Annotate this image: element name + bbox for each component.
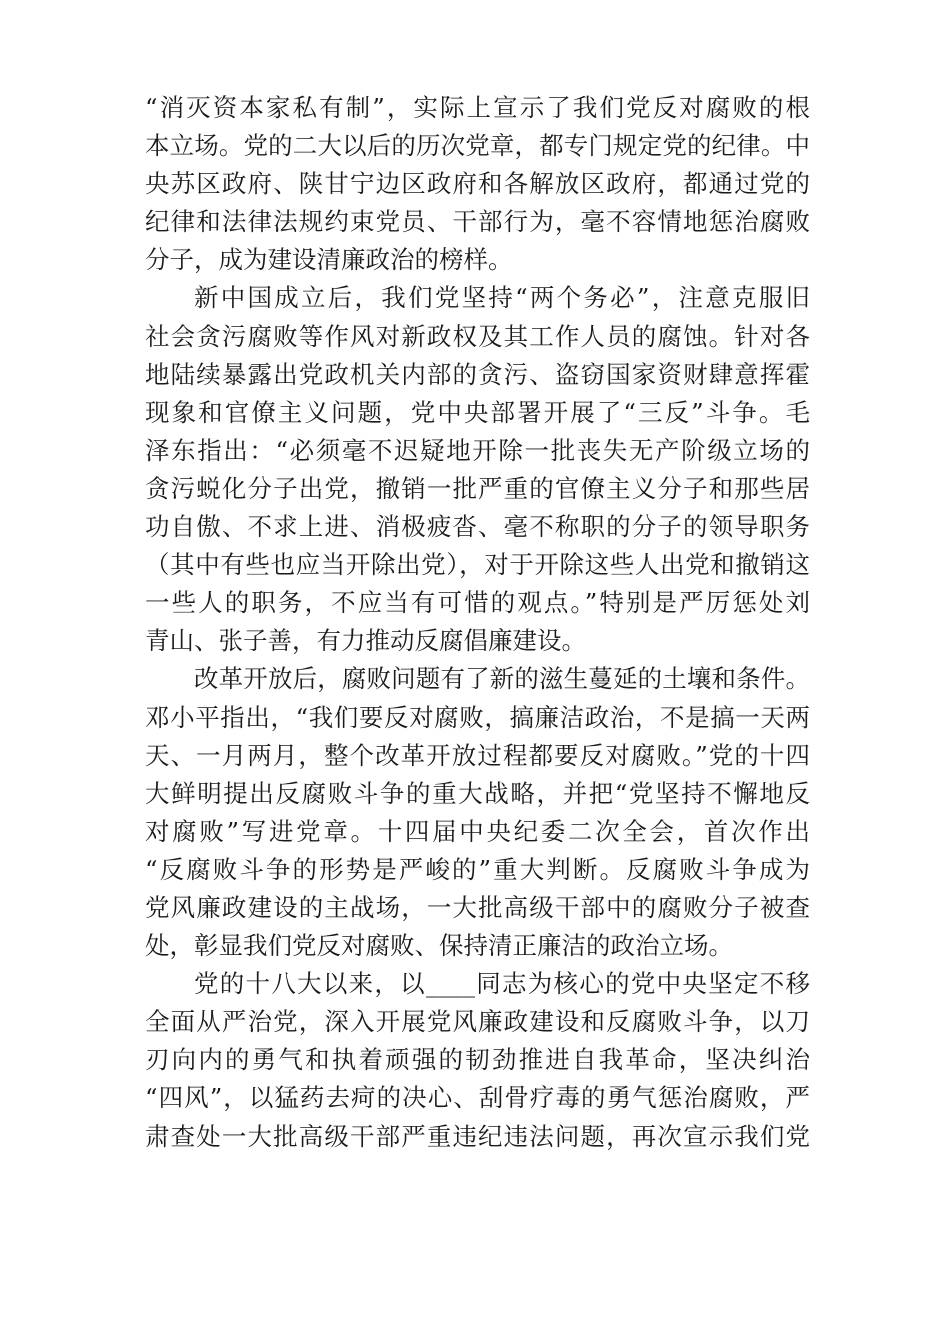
paragraph-line: 全面从严治党，深入开展党风廉政建设和反腐败斗争，以刀 xyxy=(145,1007,810,1037)
paragraph-line: 党风廉政建设的主战场，一大批高级干部中的腐败分子被查 xyxy=(145,892,810,922)
paragraph-line: 分子，成为建设清廉政治的榜样。 xyxy=(145,245,513,275)
paragraph-line: 肃查处一大批高级干部严重违纪违法问题，再次宣示我们党 xyxy=(145,1121,810,1151)
paragraph-line: 央苏区政府、陕甘宁边区政府和各解放区政府，都通过党的 xyxy=(145,169,810,199)
paragraph-line: 本立场。党的二大以后的历次党章，都专门规定党的纪律。中 xyxy=(145,131,810,161)
paragraph-line: 地陆续暴露出党政机关内部的贪污、盗窃国家资财肆意挥霍 xyxy=(145,359,810,389)
paragraph-line: 邓小平指出，“我们要反对腐败，搞廉洁政治，不是搞一天两 xyxy=(145,702,810,732)
paragraph-line: 处，彰显我们党反对腐败、保持清正廉洁的政治立场。 xyxy=(145,931,733,961)
paragraph-line: “消灭资本家私有制”，实际上宣示了我们党反对腐败的根 xyxy=(145,93,810,122)
paragraph-line: 对腐败”写进党章。十四届中央纪委二次全会，首次作出 xyxy=(145,816,810,846)
paragraph-line: （其中有些也应当开除出党），对于开除这些人出党和撤销这 xyxy=(145,550,810,580)
paragraph-line: 纪律和法律法规约束党员、干部行为，毫不容情地惩治腐败 xyxy=(145,207,810,237)
paragraph-line: 天、一月两月，整个改革开放过程都要反对腐败。”党的十四 xyxy=(145,740,810,770)
paragraph-line: 一些人的职务，不应当有可惜的观点。”特别是严厉惩处刘 xyxy=(145,588,810,618)
paragraph-line: 贪污蜕化分子出党，撤销一批严重的官僚主义分子和那些居 xyxy=(145,473,810,503)
paragraph-line: 改革开放后，腐败问题有了新的滋生蔓延的土壤和条件。 xyxy=(194,664,810,694)
paragraph-line: 刃向内的勇气和执着顽强的韧劲推进自我革命，坚决纠治 xyxy=(145,1045,810,1075)
paragraph-line: 现象和官僚主义问题，党中央部署开展了“三反”斗争。毛 xyxy=(145,397,810,427)
paragraph-line: “反腐败斗争的形势是严峻的”重大判断。反腐败斗争成为 xyxy=(145,854,810,884)
body-text xyxy=(145,89,810,1156)
paragraph-line: 新中国成立后，我们党坚持“两个务必”，注意克服旧 xyxy=(194,283,810,313)
paragraph-line: 泽东指出：“必须毫不迟疑地开除一批丧失无产阶级立场的 xyxy=(145,435,810,465)
paragraph-line: “四风”，以猛药去疴的决心、刮骨疗毒的勇气惩治腐败，严 xyxy=(145,1083,810,1113)
paragraph-line: 大鲜明提出反腐败斗争的重大战略，并把“党坚持不懈地反 xyxy=(145,778,810,808)
paragraph-line: 社会贪污腐败等作风对新政权及其工作人员的腐蚀。针对各 xyxy=(145,321,810,351)
paragraph-line: 青山、张子善，有力推动反腐倡廉建设。 xyxy=(145,626,586,656)
paragraph-line: 功自傲、不求上进、消极疲沓、毫不称职的分子的领导职务 xyxy=(145,512,810,542)
paragraph-line: 党的十八大以来，以____同志为核心的党中央坚定不移 xyxy=(194,969,810,999)
